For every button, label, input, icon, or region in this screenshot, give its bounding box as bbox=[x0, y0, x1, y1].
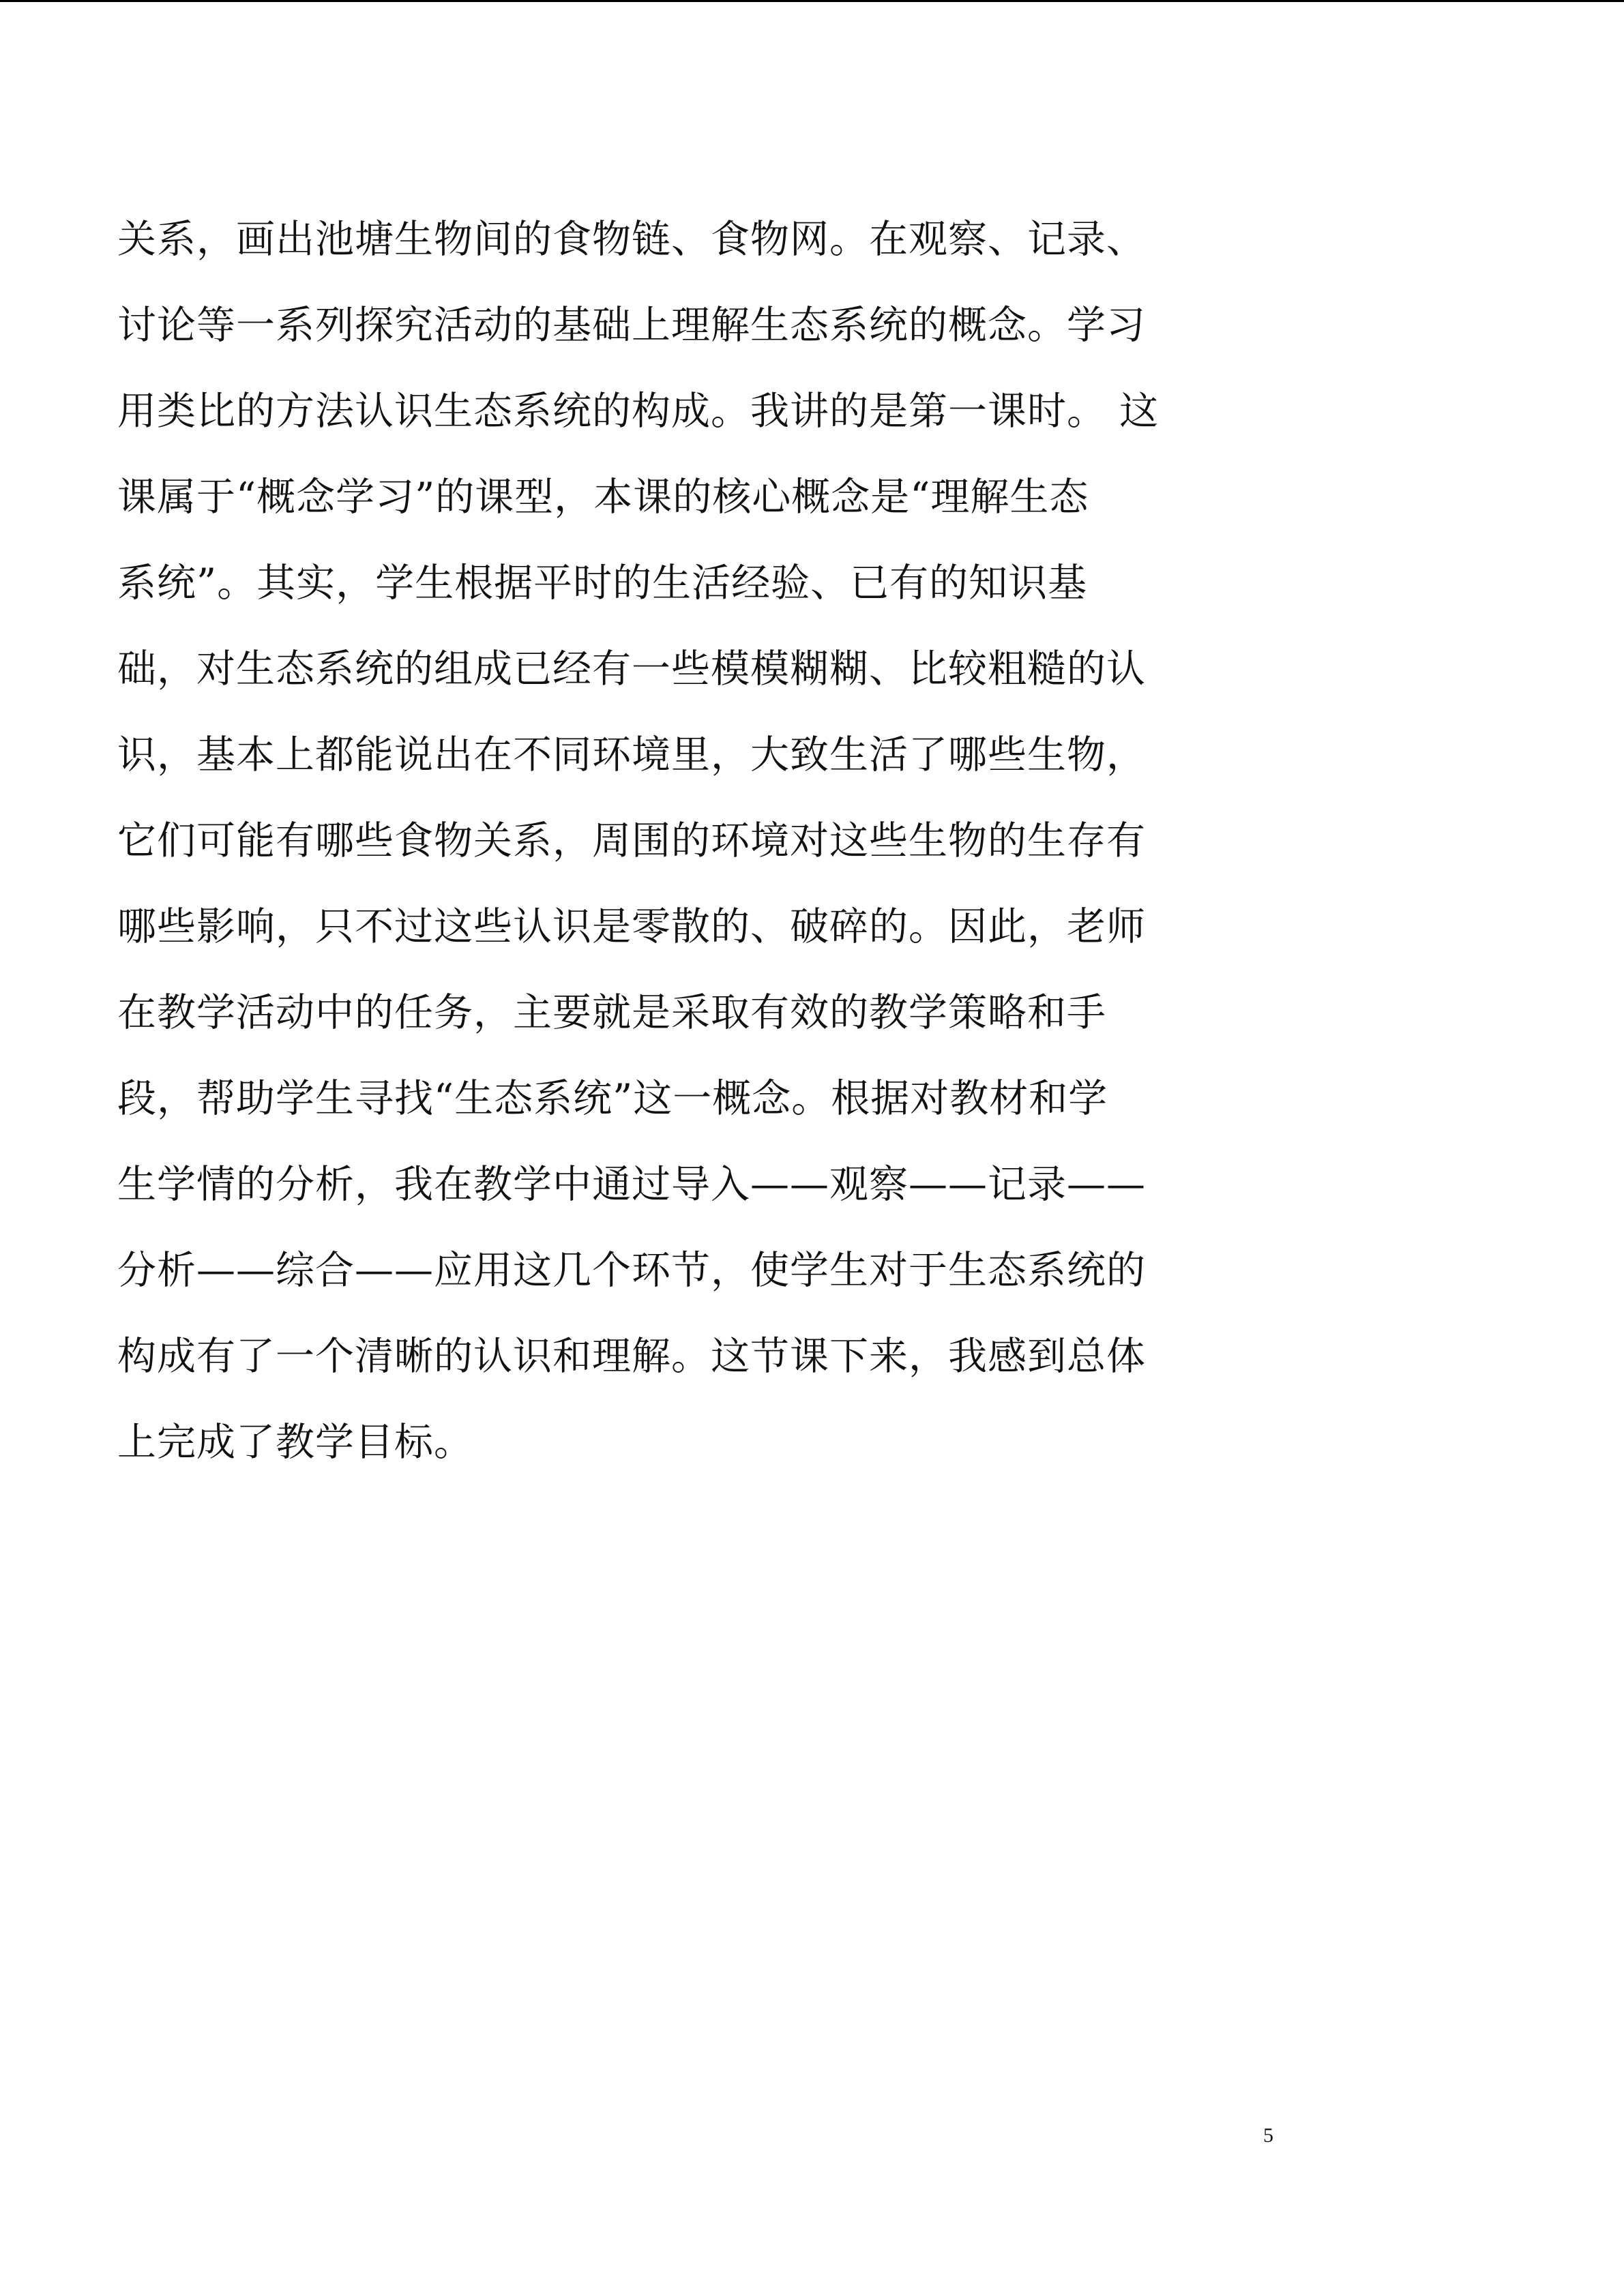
text-line-14: 构成有了一个清晰的认识和理解。这节课下来，我感到总体 bbox=[117, 1334, 1146, 1379]
text-line-7: 识，基本上都能说出在不同环境里，大致生活了哪些生物， bbox=[117, 732, 1146, 777]
text-line-8: 它们可能有哪些食物关系，周围的环境对这些生物的生存有 bbox=[117, 818, 1146, 863]
text-line-6: 础，对生态系统的组成已经有一些模模糊糊、比较粗糙的认 bbox=[117, 646, 1146, 691]
page-number: 5 bbox=[1263, 2124, 1273, 2147]
text-line-4: 课属于“概念学习”的课型，本课的核心概念是“理解生态 bbox=[117, 475, 1089, 520]
text-line-1: 关系，画出池塘生物间的食物链、食物网。在观察、记录、 bbox=[117, 217, 1146, 262]
text-line-10: 在教学活动中的任务，主要就是采取有效的教学策略和手 bbox=[117, 990, 1106, 1035]
text-line-11: 段，帮助学生寻找“生态系统”这一概念。根据对教材和学 bbox=[117, 1076, 1108, 1121]
text-line-3: 用类比的方法认识生态系统的构成。我讲的是第一课时。 这 bbox=[117, 389, 1160, 434]
text-line-2: 讨论等一系列探究活动的基础上理解生态系统的概念。学习 bbox=[117, 303, 1146, 348]
body-paragraph bbox=[117, 196, 1277, 1485]
text-line-13: 分析——综合——应用这几个环节，使学生对于生态系统的 bbox=[117, 1248, 1146, 1293]
text-line-5: 系统”。其实，学生根据平时的生活经验、已有的知识基 bbox=[117, 561, 1088, 606]
text-line-12: 生学情的分析，我在教学中通过导入——观察——记录—— bbox=[117, 1162, 1146, 1207]
text-line-9: 哪些影响，只不过这些认识是零散的、破碎的。因此，老师 bbox=[117, 904, 1146, 949]
text-line-15: 上完成了教学目标。 bbox=[117, 1420, 473, 1465]
